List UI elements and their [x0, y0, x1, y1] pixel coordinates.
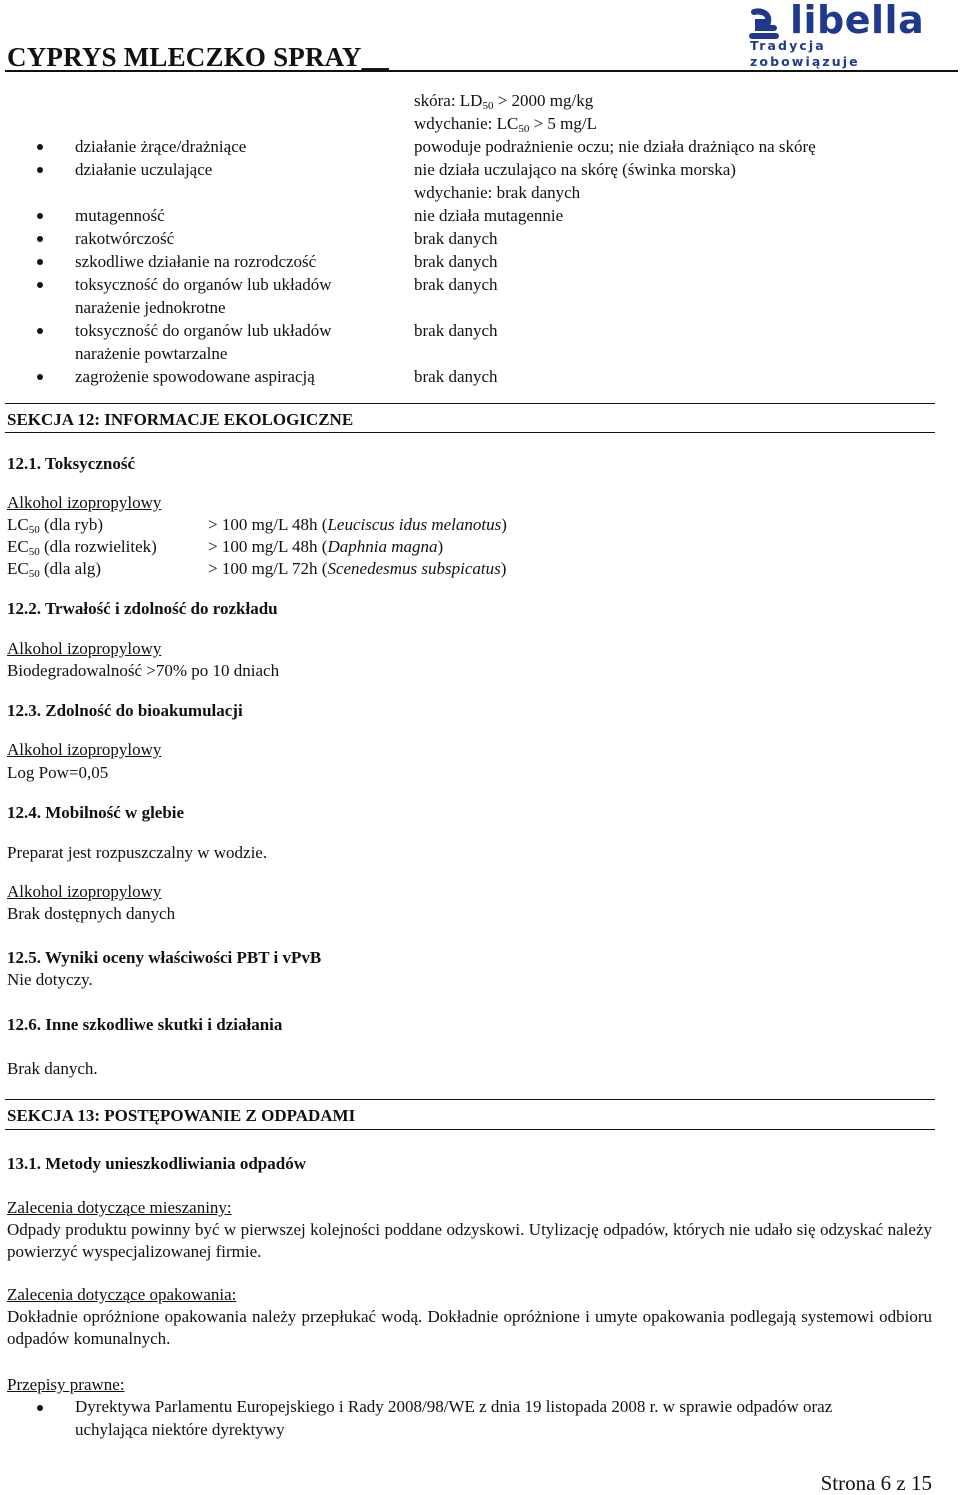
packaging-text: Dokładnie opróżnione opakowania należy przepłukać wodą. Dokładnie opróżnione i umyte opakowania podlegają systemowi odbioru odpadów komunalnych. — [7, 1307, 932, 1348]
pbt-text: Nie dotyczy. — [7, 970, 93, 989]
libella-logo — [748, 0, 938, 69]
tox-label: rakotwórczość — [75, 229, 175, 248]
lc50-fish-value: > 100 mg/L 48h (Leuciscus idus melanotus) — [208, 515, 507, 534]
tox-value: wdychanie: brak danych — [414, 183, 581, 202]
ec50-algae-value: > 100 mg/L 72h (Scenedesmus subspicatus) — [208, 559, 507, 578]
header-rule — [5, 70, 958, 72]
bullet-icon — [37, 282, 43, 288]
bullet-icon — [37, 328, 43, 334]
bullet-icon — [37, 144, 43, 150]
section-rule — [5, 403, 935, 404]
tox-value: powoduje podrażnienie oczu; nie działa drażniąco na skórę — [414, 137, 816, 156]
bullet-icon — [37, 259, 43, 265]
mixture-label: Zalecenia dotyczące mieszaniny: — [7, 1198, 232, 1217]
ec50-daphnia: $EC_{50}$ (dla rozwielitek) — [7, 537, 157, 558]
tox-value: brak danych — [414, 321, 498, 340]
tox-label: szkodliwe działanie na rozrodczość — [75, 252, 317, 271]
section-13-title: SEKCJA 13: POSTĘPOWANIE Z ODPADAMI — [7, 1106, 356, 1125]
subsection-12-5: 12.5. Wyniki oceny właściwości PBT i vPvB — [7, 948, 322, 967]
ec50-algae: $EC_{50}$ (dla alg) — [7, 559, 102, 580]
substance-name: Alkohol izopropylowy — [7, 639, 162, 658]
bullet-icon — [37, 374, 43, 380]
mobility-text: Preparat jest rozpuszczalny w wodzie. — [7, 843, 268, 862]
tox-label: działanie żrące/drażniące — [75, 137, 247, 156]
bullet-icon — [37, 213, 43, 219]
ec50-daphnia-value: > 100 mg/L 48h (Daphnia magna) — [208, 537, 444, 556]
law-label: Przepisy prawne: — [7, 1375, 125, 1394]
inhalation-lc50: wdychanie: $LC_{50} > 5$ mg/L — [414, 114, 598, 135]
law-item: Dyrektywa Parlamentu Europejskiego i Rady 2008/98/WE z dnia 19 listopada 2008 r. w sprawie odpadów oraz — [75, 1397, 833, 1416]
tox-value: nie działa uczulająco na skórę (świnka morska) — [414, 160, 736, 179]
skin-ld50: skóra: $LD_{50} > 2000$ mg/kg — [414, 91, 594, 112]
tox-value: nie działa mutagennie — [414, 206, 564, 225]
subsection-12-6: 12.6. Inne szkodliwe skutki i działania — [7, 1015, 283, 1034]
tox-label: toksyczność do organów lub układów — [75, 275, 332, 294]
document-title: CYPRYS MLECZKO SPRAY__ — [7, 42, 389, 72]
section-rule — [5, 1099, 935, 1100]
tox-label: narażenie jednokrotne — [75, 298, 226, 317]
brand-tagline: Tradycja zobowiązuje — [750, 38, 860, 69]
substance-name: Alkohol izopropylowy — [7, 493, 162, 512]
bullet-icon — [37, 167, 43, 173]
biodegradability-text: Biodegradowalność >70% po 10 dniach — [7, 661, 280, 680]
tox-label: toksyczność do organów lub układów — [75, 321, 332, 340]
tox-value: brak danych — [414, 229, 498, 248]
subsection-13-1: 13.1. Metody unieszkodliwiania odpadów — [7, 1154, 306, 1173]
section-rule — [5, 432, 935, 433]
subsection-12-4: 12.4. Mobilność w glebie — [7, 803, 185, 822]
tox-label: działanie uczulające — [75, 160, 213, 179]
tox-value: brak danych — [414, 252, 498, 271]
bullet-icon — [37, 1405, 43, 1411]
bullet-icon — [37, 236, 43, 242]
law-item: uchylająca niektóre dyrektywy — [75, 1420, 285, 1439]
mixture-text: Odpady produktu powinny być w pierwszej kolejności poddane odzyskowi. Utylizację odpadów, których nie udało się odzyskać należy powierzyć wyspecjalizowanej firmie. — [7, 1220, 932, 1261]
libella-mark-icon — [748, 8, 786, 40]
subsection-12-3: 12.3. Zdolność do bioakumulacji — [7, 701, 243, 720]
subsection-12-2: 12.2. Trwałość i zdolność do rozkładu — [7, 599, 278, 618]
brand-name: libella — [790, 0, 925, 42]
tox-label: zagrożenie spowodowane aspiracją — [75, 367, 315, 386]
lc50-fish: $LC_{50}$ (dla ryb) — [7, 515, 103, 536]
tox-value: brak danych — [414, 367, 498, 386]
section-rule — [5, 1129, 935, 1130]
mobility-data-text: Brak dostępnych danych — [7, 904, 176, 923]
log-pow-text: Log Pow=0,05 — [7, 763, 109, 782]
other-effects-text: Brak danych. — [7, 1059, 98, 1078]
substance-name: Alkohol izopropylowy — [7, 740, 162, 759]
section-12-title: SEKCJA 12: INFORMACJE EKOLOGICZNE — [7, 410, 354, 429]
tox-label: mutagenność — [75, 206, 165, 225]
subsection-12-1: 12.1. Toksyczność — [7, 454, 135, 473]
substance-name: Alkohol izopropylowy — [7, 882, 162, 901]
tox-value: brak danych — [414, 275, 498, 294]
page-number: Strona 6 z 15 — [820, 1471, 932, 1495]
packaging-label: Zalecenia dotyczące opakowania: — [7, 1285, 237, 1304]
tox-label: narażenie powtarzalne — [75, 344, 228, 363]
